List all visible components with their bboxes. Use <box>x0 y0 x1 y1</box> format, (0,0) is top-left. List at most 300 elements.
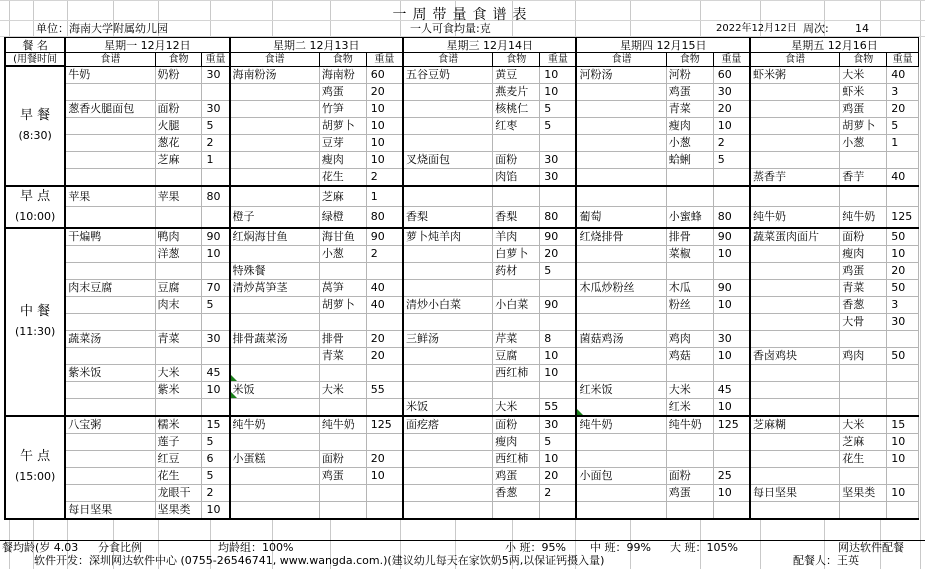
quantity-cell <box>887 151 919 168</box>
meal-name-header: 餐 名 <box>5 38 65 53</box>
ingredient-cell: 粉丝 <box>666 296 713 313</box>
quantity-cell: 5 <box>540 117 577 134</box>
dish-cell <box>403 134 493 151</box>
quantity-cell <box>202 168 230 186</box>
ingredient-cell: 香葱 <box>493 484 540 501</box>
ingredient-cell <box>319 484 366 501</box>
menu-row <box>5 398 919 416</box>
ingredient-cell <box>493 501 540 519</box>
menu-row <box>5 433 919 450</box>
menu-row <box>5 168 919 186</box>
menu-row <box>5 100 919 117</box>
quantity-cell: 10 <box>540 450 577 467</box>
weekday-label: 星期三 <box>446 38 480 52</box>
dish-cell: 干煸鸭 <box>65 228 155 246</box>
dish-cell <box>750 100 840 117</box>
quantity-cell: 8 <box>540 330 577 347</box>
quantity-cell: 80 <box>202 186 230 207</box>
ingredient-cell: 纯牛奶 <box>319 416 366 434</box>
quantity-cell <box>887 330 919 347</box>
quantity-column-header: 重量 <box>202 53 230 67</box>
dish-cell: 葱香火腿面包 <box>65 100 155 117</box>
ingredient-cell: 大骨 <box>840 313 887 330</box>
quantity-cell: 2 <box>202 484 230 501</box>
ingredient-cell: 小葱 <box>319 245 366 262</box>
dish-cell <box>576 168 666 186</box>
ingredient-cell: 鸡蛋 <box>840 262 887 279</box>
quantity-cell: 5 <box>202 296 230 313</box>
ingredient-cell: 豆芽 <box>319 134 366 151</box>
weekday-label: 星期二 <box>272 38 306 52</box>
ingredient-cell <box>840 501 887 519</box>
ingredient-cell: 瘦肉 <box>493 433 540 450</box>
day-date-label: 12月13日 <box>309 38 360 52</box>
ingredient-cell: 面粉 <box>493 416 540 434</box>
dish-cell <box>403 117 493 134</box>
dish-cell <box>65 347 155 364</box>
dish-cell <box>230 433 320 450</box>
dish-cell <box>230 398 320 416</box>
ingredient-cell <box>666 450 713 467</box>
ingredient-cell: 药材 <box>493 262 540 279</box>
dish-cell <box>230 245 320 262</box>
dish-cell <box>576 433 666 450</box>
dish-cell <box>65 296 155 313</box>
dish-cell <box>403 313 493 330</box>
ingredient-cell: 大米 <box>840 66 887 83</box>
ingredient-cell: 香芋 <box>840 168 887 186</box>
meal-label <box>5 186 65 228</box>
dish-cell <box>65 83 155 100</box>
meal-time: (11:30) <box>14 324 56 338</box>
dish-cell <box>750 450 840 467</box>
quantity-cell: 20 <box>713 100 750 117</box>
dish-cell: 紫米饭 <box>65 364 155 381</box>
quantity-cell: 50 <box>887 228 919 246</box>
quantity-cell: 10 <box>366 117 403 134</box>
ingredient-cell: 海甘鱼 <box>319 228 366 246</box>
quantity-cell: 10 <box>887 245 919 262</box>
quantity-cell: 5 <box>540 100 577 117</box>
per-person-label: 一人可食均量:克 <box>410 22 491 35</box>
dish-cell: 排骨蔬菜汤 <box>230 330 320 347</box>
quantity-cell <box>713 168 750 186</box>
dish-cell <box>576 364 666 381</box>
quantity-cell: 10 <box>713 398 750 416</box>
dish-cell: 肉末豆腐 <box>65 279 155 296</box>
quantity-cell <box>887 186 919 207</box>
ingredient-cell: 青菜 <box>666 100 713 117</box>
dish-cell <box>403 433 493 450</box>
dish-cell <box>230 186 320 207</box>
dish-cell: 红烧排骨 <box>576 228 666 246</box>
dish-cell <box>576 262 666 279</box>
quantity-cell: 20 <box>366 330 403 347</box>
meal-label <box>5 228 65 416</box>
meal-time: (10:00) <box>14 209 56 223</box>
quantity-cell <box>887 398 919 416</box>
ingredient-cell: 红豆 <box>155 450 202 467</box>
quantity-cell: 30 <box>713 83 750 100</box>
ingredient-cell <box>493 186 540 207</box>
meal-time-header: (用餐时间 <box>5 53 65 67</box>
quantity-cell: 80 <box>366 207 403 228</box>
ingredient-cell: 面粉 <box>319 450 366 467</box>
ingredient-cell: 鸡菇 <box>666 347 713 364</box>
ingredient-cell <box>666 501 713 519</box>
ingredient-cell: 绿橙 <box>319 207 366 228</box>
quantity-cell: 10 <box>366 151 403 168</box>
ingredient-cell <box>319 398 366 416</box>
dish-column-header: 食谱 <box>65 53 155 67</box>
day-header-row <box>5 38 919 53</box>
day-header <box>65 38 229 53</box>
ingredient-cell: 鸡蛋 <box>493 467 540 484</box>
dish-cell: 蔬菜汤 <box>65 330 155 347</box>
dish-cell <box>230 151 320 168</box>
quantity-cell: 15 <box>202 416 230 434</box>
ingredient-cell: 核桃仁 <box>493 100 540 117</box>
quantity-cell: 2 <box>202 134 230 151</box>
quantity-cell: 30 <box>202 66 230 83</box>
quantity-cell: 20 <box>887 100 919 117</box>
dish-column-header: 食谱 <box>403 53 493 67</box>
dish-cell <box>750 151 840 168</box>
quantity-cell <box>713 262 750 279</box>
dish-cell <box>230 501 320 519</box>
day-header <box>403 38 576 53</box>
ingredient-cell: 紫米 <box>155 381 202 398</box>
weekday-label: 星期四 <box>619 38 653 52</box>
ingredient-cell: 河粉 <box>666 66 713 83</box>
dish-cell <box>403 245 493 262</box>
ingredient-column-header: 食物 <box>666 53 713 67</box>
meal-name: 早 餐 <box>20 107 51 123</box>
dish-cell: 海南粉汤 <box>230 66 320 83</box>
menu-row <box>5 279 919 296</box>
ingredient-cell: 排骨 <box>666 228 713 246</box>
dish-cell: 香梨 <box>403 207 493 228</box>
dish-cell: 芝麻糊 <box>750 416 840 434</box>
quantity-cell: 90 <box>202 228 230 246</box>
dish-cell: 苹果 <box>65 186 155 207</box>
ingredient-cell: 胡萝卜 <box>319 296 366 313</box>
quantity-cell <box>366 398 403 416</box>
dish-cell <box>750 330 840 347</box>
quantity-cell: 90 <box>540 296 577 313</box>
quantity-cell: 90 <box>713 228 750 246</box>
ingredient-cell: 排骨 <box>319 330 366 347</box>
quantity-cell <box>713 364 750 381</box>
quantity-cell <box>202 347 230 364</box>
ingredient-cell: 肉末 <box>155 296 202 313</box>
ingredient-cell: 大米 <box>155 364 202 381</box>
ingredient-cell: 葱花 <box>155 134 202 151</box>
quantity-cell: 30 <box>540 416 577 434</box>
quantity-cell: 10 <box>366 100 403 117</box>
ingredient-cell <box>666 433 713 450</box>
day-date-label: 12月15日 <box>656 38 707 52</box>
day-date-label: 12月12日 <box>140 38 191 52</box>
meal-name: 中 餐 <box>20 303 51 319</box>
dish-cell: 红米饭 <box>576 381 666 398</box>
dish-cell <box>65 398 155 416</box>
ingredient-cell: 火腿 <box>155 117 202 134</box>
menu-row <box>5 151 919 168</box>
ingredient-cell: 小白菜 <box>493 296 540 313</box>
ingredient-cell <box>319 433 366 450</box>
quantity-cell: 90 <box>366 228 403 246</box>
quantity-cell <box>887 364 919 381</box>
serving-ratio-label: 分食比例 <box>98 541 142 554</box>
quantity-cell: 60 <box>366 66 403 83</box>
quantity-cell: 45 <box>713 381 750 398</box>
ingredient-cell: 香葱 <box>840 296 887 313</box>
ingredient-cell: 面粉 <box>155 100 202 117</box>
ingredient-cell: 木瓜 <box>666 279 713 296</box>
dish-cell <box>230 296 320 313</box>
menu-row <box>5 186 919 207</box>
dish-column-header: 食谱 <box>230 53 320 67</box>
quantity-cell <box>202 262 230 279</box>
comment-marker <box>231 375 237 381</box>
quantity-cell <box>540 186 577 207</box>
dish-cell <box>576 450 666 467</box>
quantity-cell: 20 <box>540 467 577 484</box>
ingredient-cell: 瘦肉 <box>319 151 366 168</box>
quantity-cell: 10 <box>713 347 750 364</box>
menu-row <box>5 262 919 279</box>
quantity-cell: 5 <box>887 117 919 134</box>
quantity-cell: 2 <box>713 134 750 151</box>
quantity-cell <box>366 501 403 519</box>
quantity-cell: 20 <box>540 245 577 262</box>
ingredient-cell <box>319 501 366 519</box>
quantity-cell: 6 <box>202 450 230 467</box>
quantity-cell: 50 <box>887 279 919 296</box>
dish-cell <box>403 467 493 484</box>
day-header <box>230 38 403 53</box>
ingredient-cell: 小葱 <box>840 134 887 151</box>
ingredient-cell <box>666 186 713 207</box>
quantity-cell: 10 <box>713 245 750 262</box>
ingredient-cell: 鸡蛋 <box>666 83 713 100</box>
quantity-cell: 30 <box>713 330 750 347</box>
mid-class-ratio: 中 班：99% <box>590 541 651 554</box>
quantity-cell <box>887 381 919 398</box>
dish-cell: 牛奶 <box>65 66 155 83</box>
ingredient-cell: 竹笋 <box>319 100 366 117</box>
dish-cell <box>576 347 666 364</box>
dish-cell <box>750 381 840 398</box>
ingredient-cell: 纯牛奶 <box>840 207 887 228</box>
dish-cell <box>65 262 155 279</box>
dish-cell: 橙子 <box>230 207 320 228</box>
dish-cell <box>750 364 840 381</box>
quantity-cell: 40 <box>366 296 403 313</box>
quantity-cell: 40 <box>887 168 919 186</box>
dish-cell <box>750 433 840 450</box>
quantity-cell <box>713 450 750 467</box>
quantity-cell <box>713 433 750 450</box>
dish-cell <box>750 117 840 134</box>
quantity-cell: 5 <box>202 433 230 450</box>
quantity-cell: 10 <box>202 245 230 262</box>
quantity-cell: 125 <box>887 207 919 228</box>
ingredient-cell: 燕麦片 <box>493 83 540 100</box>
ingredient-cell <box>840 381 887 398</box>
quantity-cell: 55 <box>540 398 577 416</box>
dish-cell <box>65 467 155 484</box>
menu-row <box>5 364 919 381</box>
ingredient-cell: 白萝卜 <box>493 245 540 262</box>
quantity-cell: 40 <box>887 66 919 83</box>
dish-cell <box>576 484 666 501</box>
dish-cell <box>750 83 840 100</box>
quantity-cell <box>713 501 750 519</box>
menu-row <box>5 484 919 501</box>
ingredient-cell <box>155 313 202 330</box>
avg-group-ratio: 均龄组：100% <box>218 541 294 554</box>
quantity-cell: 2 <box>366 168 403 186</box>
dish-cell <box>576 151 666 168</box>
quantity-cell: 30 <box>540 168 577 186</box>
quantity-cell: 30 <box>540 151 577 168</box>
ingredient-cell <box>155 398 202 416</box>
dish-cell <box>403 381 493 398</box>
meal-label <box>5 66 65 186</box>
dish-cell: 萝卜炖羊肉 <box>403 228 493 246</box>
dish-cell <box>576 398 666 416</box>
quantity-cell: 5 <box>540 433 577 450</box>
meal-label <box>5 416 65 519</box>
ingredient-cell: 鸡蛋 <box>319 467 366 484</box>
quantity-cell: 2 <box>540 484 577 501</box>
dish-cell <box>750 262 840 279</box>
comment-marker <box>577 409 583 415</box>
ingredient-cell: 大米 <box>840 416 887 434</box>
dish-cell <box>65 151 155 168</box>
quantity-cell: 10 <box>366 467 403 484</box>
dish-cell <box>576 501 666 519</box>
ingredient-cell <box>840 398 887 416</box>
quantity-column-header: 重量 <box>366 53 403 67</box>
quantity-cell <box>540 279 577 296</box>
ingredient-cell <box>155 168 202 186</box>
ingredient-cell <box>493 313 540 330</box>
day-header <box>750 38 919 53</box>
ingredient-cell: 面粉 <box>666 467 713 484</box>
menu-row <box>5 66 919 83</box>
dish-cell: 米饭 <box>403 398 493 416</box>
ingredient-cell <box>319 364 366 381</box>
menu-row <box>5 245 919 262</box>
dish-cell: 蒸香芋 <box>750 168 840 186</box>
dish-cell <box>576 100 666 117</box>
dish-cell <box>403 186 493 207</box>
ingredient-cell: 菜椒 <box>666 245 713 262</box>
menu-row <box>5 313 919 330</box>
ingredient-cell: 大米 <box>666 381 713 398</box>
menu-row <box>5 347 919 364</box>
chef-label: 配餐人：王英 <box>793 554 859 567</box>
dish-cell: 河粉汤 <box>576 66 666 83</box>
quantity-cell: 30 <box>887 313 919 330</box>
dish-cell <box>65 450 155 467</box>
dish-cell: 小面包 <box>576 467 666 484</box>
quantity-cell: 20 <box>366 83 403 100</box>
quantity-cell: 10 <box>540 364 577 381</box>
quantity-cell: 60 <box>713 66 750 83</box>
dish-cell: 虾米粥 <box>750 66 840 83</box>
dish-cell <box>403 100 493 117</box>
dish-cell <box>750 279 840 296</box>
quantity-cell: 10 <box>202 501 230 519</box>
dish-cell <box>750 245 840 262</box>
week-label: 周次: <box>803 22 829 35</box>
dish-cell: 每日坚果 <box>65 501 155 519</box>
quantity-column-header: 重量 <box>887 53 919 67</box>
ingredient-cell: 肉馅 <box>493 168 540 186</box>
ingredient-cell: 纯牛奶 <box>666 416 713 434</box>
quantity-cell: 45 <box>202 364 230 381</box>
dish-cell <box>576 83 666 100</box>
meal-name: 午 点 <box>20 449 51 464</box>
dish-cell: 香卤鸡块 <box>750 347 840 364</box>
ingredient-cell: 面粉 <box>840 228 887 246</box>
dish-cell: 面疙瘩 <box>403 416 493 434</box>
ingredient-cell: 糯米 <box>155 416 202 434</box>
dish-cell: 蔬菜蛋肉面片 <box>750 228 840 246</box>
ingredient-cell <box>666 364 713 381</box>
dish-cell <box>403 262 493 279</box>
ingredient-cell: 莴笋 <box>319 279 366 296</box>
ingredient-cell: 豆腐 <box>493 347 540 364</box>
ingredient-cell <box>493 279 540 296</box>
ingredient-cell: 花生 <box>319 168 366 186</box>
ingredient-cell: 西红柿 <box>493 364 540 381</box>
dish-column-header: 食谱 <box>576 53 666 67</box>
quantity-cell: 10 <box>540 83 577 100</box>
dish-cell: 纯牛奶 <box>750 207 840 228</box>
dish-cell <box>230 117 320 134</box>
quantity-cell <box>887 501 919 519</box>
dish-cell <box>65 484 155 501</box>
quantity-column-header: 重量 <box>540 53 577 67</box>
ingredient-column-header: 食物 <box>319 53 366 67</box>
menu-row <box>5 501 919 519</box>
ingredient-cell: 红枣 <box>493 117 540 134</box>
ingredient-cell: 瘦肉 <box>840 245 887 262</box>
ingredient-cell: 莲子 <box>155 433 202 450</box>
dish-cell: 三鲜汤 <box>403 330 493 347</box>
brand-label: 网达软件配餐 <box>838 541 904 554</box>
dish-cell <box>230 100 320 117</box>
quantity-cell <box>540 501 577 519</box>
comment-marker <box>231 392 237 398</box>
quantity-cell <box>540 381 577 398</box>
ingredient-cell: 奶粉 <box>155 66 202 83</box>
dish-cell <box>65 381 155 398</box>
menu-row <box>5 134 919 151</box>
ingredient-cell: 黄豆 <box>493 66 540 83</box>
dish-cell <box>750 296 840 313</box>
dish-cell <box>230 347 320 364</box>
dish-cell <box>65 207 155 228</box>
ingredient-cell <box>840 467 887 484</box>
ingredient-cell: 青菜 <box>155 330 202 347</box>
quantity-cell: 70 <box>202 279 230 296</box>
